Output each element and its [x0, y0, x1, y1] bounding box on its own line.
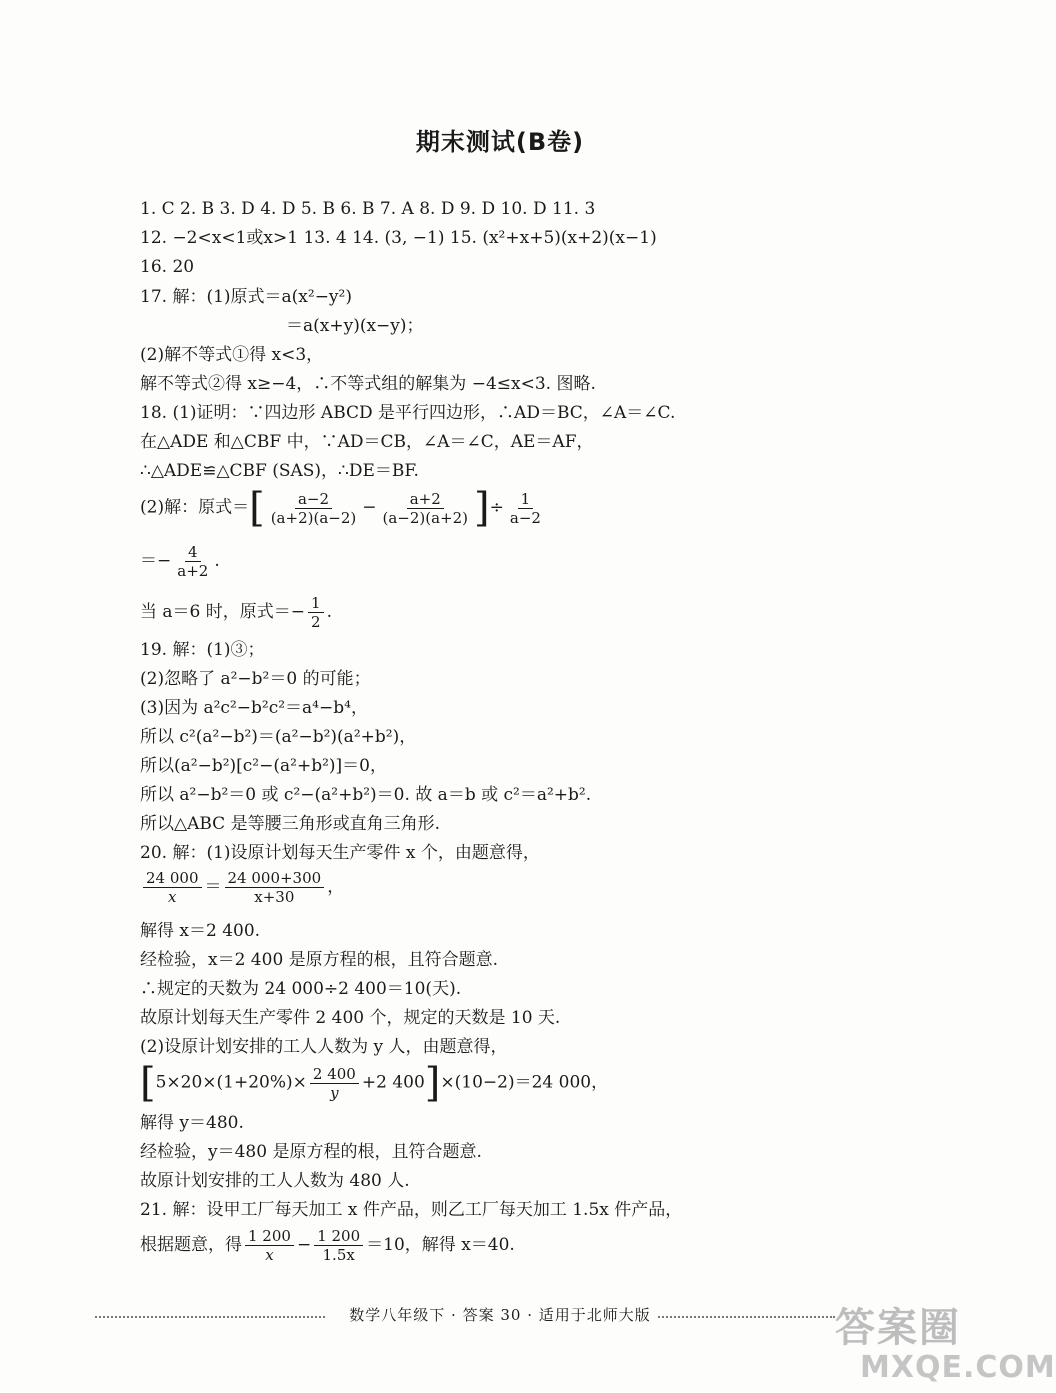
q20-line-7: (2)设原计划安排的工人人数为 y 人，由题意得，: [140, 1037, 508, 1057]
q20-line-10: 经检验，y＝480 是原方程的根，且符合题意.: [140, 1142, 482, 1162]
watermark-logo: 答案圈: [835, 1305, 961, 1351]
q17-line-2: ＝a(x+y)(x−y)；: [286, 316, 424, 336]
q18-line-1: 18. (1)证明：∵四边形 ABCD 是平行四边形，∴AD＝BC，∠A＝∠C.: [140, 403, 676, 423]
answer-line-16: 16. 20: [140, 257, 195, 277]
q19-line-3: (3)因为 a²c²−b²c²＝a⁴−b⁴，: [140, 698, 368, 718]
q20-line-9: 解得 y＝480.: [140, 1113, 244, 1133]
q18-line-2: 在△ADE 和△CBF 中，∵AD＝CB，∠A＝∠C，AE＝AF，: [140, 432, 594, 452]
fraction: $\frac{1}{2}$: [308, 594, 324, 631]
q17-line-3: (2)解不等式①得 x<3，: [140, 345, 324, 365]
fraction: $\frac{4}{a+2}$: [177, 543, 209, 580]
q20-line-5: ∴规定的天数为 24 000÷2 400＝10(天).: [140, 979, 462, 999]
q17-line-1: 17. 解：(1)原式＝a(x²−y²): [140, 287, 352, 307]
fraction: $\frac{2 400}{y}$: [310, 1065, 359, 1102]
q19-line-5: 所以(a²−b²)[c²−(a²+b²)]＝0，: [140, 756, 387, 776]
q19-line-6: 所以 a²−b²＝0 或 c²−(a²+b²)＝0. 故 a＝b 或 c²＝a²+b².: [140, 785, 592, 805]
q20-line-11: 故原计划安排的工人人数为 480 人.: [140, 1171, 410, 1191]
q20-equation-2: [5×20×(1+20%)× $\frac{2 400}{y}$ +2 400]×(10−2)＝24 000，: [140, 1060, 609, 1106]
fraction: $\frac{a-2}{(a+2)(a-2)}$: [270, 489, 357, 527]
q21-line-1: 21. 解：设甲工厂每天加工 x 件产品，则乙工厂每天加工 1.5x 件产品，: [140, 1200, 683, 1220]
q19-line-4: 所以 c²(a²−b²)＝(a²−b²)(a²+b²)，: [140, 727, 417, 747]
q21-equation: 根据题意，得 $\frac{1 200}{x}$ − $\frac{1 200}{1.5x}$ ＝10，解得 x＝40.: [140, 1227, 515, 1264]
answer-line-12-15: 12. −2<x<1或x>1 13. 4 14. (3, −1) 15. (x²+x+5)(x+2)(x−1): [140, 228, 657, 248]
q19-line-7: 所以△ABC 是等腰三角形或直角三角形.: [140, 814, 440, 834]
q20-line-4: 经检验，x＝2 400 是原方程的根，且符合题意.: [140, 950, 499, 970]
q18-line-4: (2)解：原式＝[ $\frac{a-2}{(a+2)(a-2)}$ − $\frac{a+2}{(a-2)(a+2)}$ ]÷ $\frac{1}{a-2}$: [140, 488, 547, 528]
q17-line-4: 解不等式②得 x≥−4，∴不等式组的解集为 −4≤x<3. 图略.: [140, 374, 596, 394]
q19-line-2: (2)忽略了 a²−b²＝0 的可能；: [140, 669, 371, 689]
fraction: $\frac{1 200}{x}$: [245, 1227, 294, 1264]
answer-line-choice: 1. C 2. B 3. D 4. D 5. B 6. B 7. A 8. D 9. D 10. D 11. 3: [140, 199, 596, 219]
q20-line-3: 解得 x＝2 400.: [140, 921, 261, 941]
fraction: $\frac{24 000+300}{x+30}$: [225, 869, 325, 906]
fraction: $\frac{24 000}{x}$: [143, 869, 202, 906]
fraction: $\frac{1}{a-2}$: [509, 489, 541, 527]
page-title: 期末测试(B卷): [415, 128, 585, 156]
fraction: $\frac{1 200}{1.5x}$: [314, 1227, 363, 1264]
q20-equation: $\frac{24 000}{x}$ ＝ $\frac{24 000+300}{x+30}$ ，: [140, 869, 344, 906]
watermark-url: MXQE.COM: [860, 1350, 1056, 1385]
page-footer: 数学八年级下 · 答案 30 · 适用于北师大版: [0, 1304, 1000, 1325]
q18-line-5: ＝− $\frac{4}{a+2}$ .: [140, 543, 220, 580]
fraction: $\frac{a+2}{(a-2)(a+2)}$: [382, 489, 469, 527]
q18-line-6: 当 a＝6 时，原式＝− $\frac{1}{2}$ .: [140, 594, 332, 631]
q20-line-1: 20. 解：(1)设原计划每天生产零件 x 个，由题意得，: [140, 843, 540, 863]
q18-line-3: ∴△ADE≌△CBF (SAS)，∴DE＝BF.: [140, 461, 419, 481]
q20-line-6: 故原计划每天生产零件 2 400 个，规定的天数是 10 天.: [140, 1008, 561, 1028]
q19-line-1: 19. 解：(1)③；: [140, 640, 265, 660]
